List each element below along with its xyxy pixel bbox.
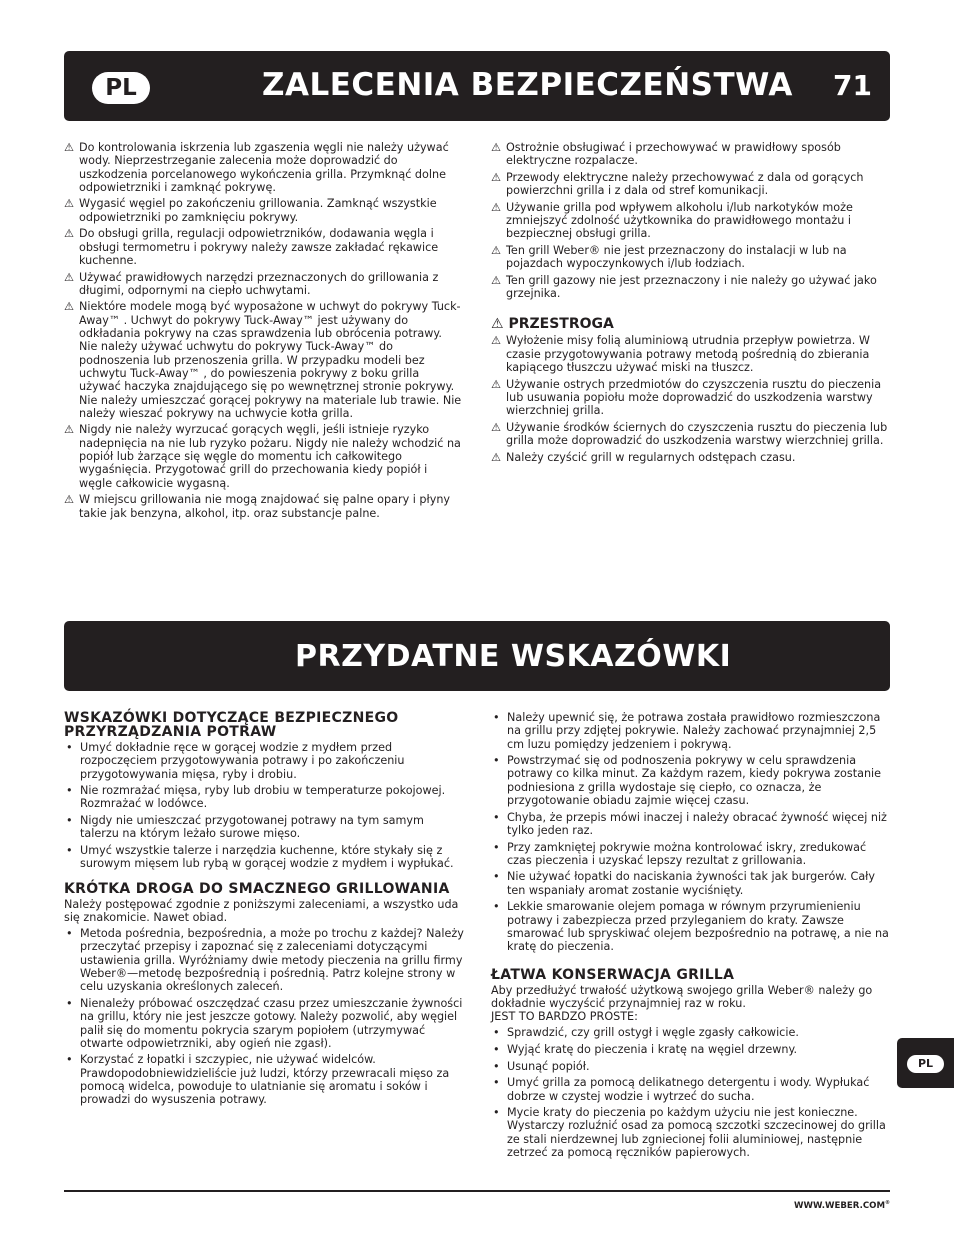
bullet-icon: • <box>66 927 73 941</box>
maintenance-note: JEST TO BARDZO PROSTE: <box>491 1010 638 1024</box>
warning-icon: ⚠ <box>491 273 502 287</box>
safety-column-right <box>491 141 891 467</box>
page-title: ZALECENIA BEZPIECZEŃSTWA <box>262 67 793 103</box>
list-item-text: Chyba, że przepis mówi inaczej i należy obracać żywność więcej niż tylko jeden raz. <box>507 810 887 837</box>
warning-icon: ⚠ <box>491 450 502 464</box>
header-banner <box>64 51 890 121</box>
list-item <box>64 741 464 781</box>
warning-icon: ⚠ <box>64 141 75 154</box>
list-item <box>64 814 464 841</box>
language-badge: PL <box>92 72 150 104</box>
maintenance-intro: Aby przedłużyć trwałość użytkową swojego grilla Weber® należy go dokładnie wyczyścić przynajmniej raz w roku. <box>491 983 873 1010</box>
warning-item <box>491 141 891 168</box>
list-item-text: Sprawdzić, czy grill ostygł i węgle zgasły całkowicie. <box>507 1026 799 1040</box>
warning-icon: ⚠ <box>491 334 502 348</box>
warning-icon: ⚠ <box>64 227 75 241</box>
list-item <box>491 1060 891 1073</box>
bullet-icon: • <box>66 741 73 754</box>
list-item <box>491 841 891 868</box>
list-item-text: Powstrzymać się od podnoszenia pokrywy w celu sprawdzenia potrawy co kilka minut. Za każdym razem, kiedy pokrywa zostanie podniesiona z grilla wydostaje się ciepło, co oznacza, że przygotowanie obiadu zajmie więcej czasu. <box>507 754 882 808</box>
list-item <box>64 844 464 871</box>
list-item-text: Umyć grilla za pomocą delikatnego detergentu i wody. Wypłukać dobrze w czystej wodzie i wytrzeć do sucha. <box>507 1076 870 1103</box>
warning-icon: ⚠ <box>491 420 502 434</box>
list-item <box>491 711 891 751</box>
caution-item <box>491 451 891 464</box>
list-item-text: Nie używać łopatki do naciskania żywności tak jak burgerów. Cały ten wspaniały aromat zostanie wyciśnięty. <box>507 870 875 897</box>
bullet-icon: • <box>493 870 500 884</box>
list-item-text: Metoda pośrednia, bezpośrednia, a może po trochu z każdej? Należy przeczytać przepisy i zapoznać się z zaleceniami dotyczącymi ustawienia grilla. Wyróżniamy dwie metody pieczenia na grillu firmy Weber®—metodę bezpośrednią i pośrednią. Patrz kolejne strony w celu uzyskania określonych zaleceń. <box>80 927 464 994</box>
list-item <box>64 997 464 1050</box>
bullet-icon: • <box>493 1059 500 1073</box>
caution-title: PRZESTROGA <box>508 316 614 333</box>
list-item-text: Lekkie smarowanie olejem pomaga w równym przyrumienieniu potrawy i zabezpiecza przed przyleganiem do kraty. Zawsze smarować lub spryskiwać olejem bezpośrednio na potrawę, a nie na kratę do pieczenia. <box>507 900 889 954</box>
warning-text: Wygasić węgiel po zakończeniu grillowania. Zamknąć wszystkie odpowietrzniki po zamknięciu pokrywy. <box>79 197 437 224</box>
bullet-icon: • <box>493 1106 500 1120</box>
list-item-text: Korzystać z łopatki i szczypiec, nie używać widelców. Prawdopodobniewidzieliście już ludzi, którzy przewracali mięso za pomocą widelca, powoduje to ulatnianie się aromatu i soków i prowadzi do wysuszenia potrawy. <box>80 1053 450 1107</box>
warning-icon: ⚠ <box>491 377 502 391</box>
warning-icon: ⚠ <box>64 423 75 437</box>
bullet-icon: • <box>66 784 73 798</box>
bullet-icon: • <box>493 711 500 724</box>
warning-item <box>491 171 891 198</box>
warning-icon: ⚠ <box>64 300 75 314</box>
safety-column-left <box>64 141 462 523</box>
warning-item <box>491 244 891 271</box>
warning-item <box>64 271 462 298</box>
bullet-icon: • <box>493 1043 500 1057</box>
warning-icon: ⚠ <box>491 316 504 333</box>
warning-icon: ⚠ <box>64 197 75 211</box>
list-item-text: Mycie kraty do pieczenia po każdym użyciu nie jest konieczne. Wystarczy rozluźnić osad za pomocą szczotki szczecinowej do grilla ze stali nierdzewnej lub zgniecionej folii aluminiowej, następnie zetrzeć za pomocą ręczników papierowych. <box>507 1106 886 1159</box>
bullet-icon: • <box>66 1053 73 1067</box>
bullet-icon: • <box>493 1026 500 1040</box>
list-item <box>491 1076 891 1103</box>
list-item-text: Nienależy próbować oszczędzać czasu przez umieszczanie żywności na grillu, który nie jest jeszcze gotowy. Należy pozwolić, aby węgiel palił się do momentu pokrycia szarym popiołem (utrzymywać otwarte odpowietrzniki, aby ogień nie zgasł). <box>80 996 463 1050</box>
warning-icon: ⚠ <box>64 270 75 284</box>
list-item-text: Nie rozmrażać mięsa, ryby lub drobiu w temperaturze pokojowej. Rozmrażać w lodówce. <box>80 784 446 811</box>
list-item <box>491 1026 891 1039</box>
warning-text: Przewody elektryczne należy przechowywać z dala od gorących powierzchni grilla i z dala od stref komunikacji. <box>506 170 864 198</box>
warning-icon: ⚠ <box>64 493 75 507</box>
list-item <box>491 870 891 897</box>
warning-item <box>64 493 462 520</box>
bullet-icon: • <box>493 1076 500 1090</box>
caution-item <box>491 334 891 374</box>
caution-text: Należy czyścić grill w regularnych odstępach czasu. <box>506 450 796 464</box>
list-item-text: Nigdy nie umieszczać przygotowanej potrawy na tym samym talerzu na którym leżało surowe mięso. <box>80 814 424 841</box>
list-item <box>64 1053 464 1106</box>
footer-divider <box>64 1190 890 1192</box>
shortcut-intro: Należy postępować zgodnie z poniższymi zaleceniami, a wszystko uda się znakomicie. Nawet obiad. <box>64 897 459 924</box>
bullet-icon: • <box>66 814 73 828</box>
warning-item <box>491 201 891 241</box>
tips-banner <box>64 621 890 691</box>
warning-text: Niektóre modele mogą być wyposażone w uchwyt do pokrywy Tuck-Away™ . Uchwyt do pokrywy Tuck-Away™ jest używany do odkładania pokrywy na czas sprawdzenia lub obrócenia potrawy. Nie należy używać uchwytu do pokrywy Tuck-Away™ do podnoszenia lub przenoszenia grilla. W przypadku modeli bez uchwytu Tuck-Away™ , do powieszenia pokrywy z boku grilla używać haczyka znajdującego się po wewnętrznej stronie pokrywy. Nie należy umieszczać gorącej pokrywy na materiale lub trawie. Nie należy wieszać pokrywy na uchwycie kotła grilla. <box>79 300 462 420</box>
list-item <box>491 811 891 838</box>
footer-url <box>794 1201 890 1211</box>
list-item <box>491 1043 891 1056</box>
warning-item <box>64 141 462 194</box>
bullet-icon: • <box>493 754 500 768</box>
warning-item <box>64 197 462 224</box>
section-heading-maintenance: ŁATWA KONSERWACJA GRILLA <box>491 966 735 983</box>
warning-text: W miejscu grillowania nie mogą znajdować się palne opary i płyny takie jak benzyna, alkohol, itp. oraz substancje palne. <box>79 493 451 520</box>
warning-item <box>491 274 891 301</box>
caution-text: Używanie ostrych przedmiotów do czyszczenia rusztu do pieczenia lub usuwania popiołu może doprowadzić do uszkodzenia warstwy wierzchniej grilla. <box>506 377 882 418</box>
tips-column-right <box>491 711 891 1163</box>
caution-text: Używanie środków ściernych do czyszczenia rusztu do pieczenia lub grilla może doprowadzić do uszkodzenia warstwy wierzchniej grilla. <box>506 420 888 448</box>
warning-icon: ⚠ <box>491 243 502 257</box>
warning-text: Używać prawidłowych narzędzi przeznaczonych do grillowania z długimi, odpornymi na ciepło uchwytami. <box>79 270 439 297</box>
bullet-icon: • <box>66 996 73 1010</box>
list-item <box>491 754 891 807</box>
bullet-icon: • <box>66 843 73 857</box>
list-item-text: Wyjąć kratę do pieczenia i kratę na węgiel drzewny. <box>507 1043 798 1057</box>
list-item <box>491 1106 891 1159</box>
side-language-tab <box>897 1038 954 1088</box>
warning-text: Używanie grilla pod wpływem alkoholu i/lub narkotyków może zmniejszyć zdolność użytkownika do prawidłowego montażu i bezpiecznej obsługi grilla. <box>506 200 853 241</box>
warning-text: Nigdy nie należy wyrzucać gorących węgli, jeśli istnieje ryzyko nadepnięcia na nie lub ryzyko pożaru. Nigdy nie należy wchodzić na popiół lub żarzące się węgle do momentu ich całkowitego wygaśnięcia. Przygotować grill do przechowania kiedy popiół i węgle całkowicie wygasną. <box>79 423 461 490</box>
registered-mark: ® <box>885 1200 890 1207</box>
warning-icon: ⚠ <box>491 141 502 154</box>
list-item-text: Umyć wszystkie talerze i narzędzia kuchenne, które stykały się z surowym mięsem lub rybą w gorącej wodzie z mydłem i wypłukać. <box>80 843 454 871</box>
caution-item <box>491 421 891 448</box>
tips-title: PRZYDATNE WSKAZÓWKI <box>295 639 732 674</box>
warning-icon: ⚠ <box>491 170 502 184</box>
caution-item <box>491 378 891 418</box>
warning-item <box>64 300 462 420</box>
list-item <box>64 784 464 811</box>
warning-text: Ten grill gazowy nie jest przeznaczony i nie należy go używać jako grzejnika. <box>506 273 877 301</box>
bullet-icon: • <box>493 840 500 854</box>
warning-item <box>64 227 462 267</box>
warning-item <box>64 423 462 489</box>
warning-text: Do kontrolowania iskrzenia lub zgaszenia węgli nie należy używać wody. Nieprzestrzeganie zalecenia może doprowadzić do uszkodzenia porcelanowego wykończenia grilla. Przymknąć dolne odpowietrzniki i zamknąć pokrywę. <box>79 141 449 194</box>
caution-text: Wyłożenie misy folią aluminiową utrudnia przepływ powietrza. W czasie przygotowywania potrawy metodą pośrednią do zbierania kapiącego tłuszczu używać miski na tłuszcz. <box>506 334 870 375</box>
side-language-badge: PL <box>907 1055 944 1073</box>
warning-text: Ten grill Weber® nie jest przeznaczony do instalacji w lub na pojazdach wypoczynkowych i/lub łodziach. <box>506 243 847 271</box>
list-item <box>491 900 891 953</box>
section-heading-shortcut: KRÓTKA DROGA DO SMACZNEGO GRILLOWANIA <box>64 880 450 897</box>
tips-column-left <box>64 711 464 1110</box>
list-item-text: Należy upewnić się, że potrawa została prawidłowo rozmieszczona na grillu przy zdjętej pokrywie. Należy zachować przynajmniej 2,5 cm luzu pomiędzy jedzeniem i pokrywą. <box>507 711 881 751</box>
caution-heading <box>491 317 891 331</box>
list-item-text: Przy zamkniętej pokrywie można kontrolować iskry, zredukować czas pieczenia i uzyskać lepszy rezultat z grillowania. <box>507 840 867 867</box>
warning-text: Do obsługi grilla, regulacji odpowietrzników, dodawania węgla i obsługi termometru i pokrywy należy zawsze zakładać rękawice kuchenne. <box>79 227 439 267</box>
warning-icon: ⚠ <box>491 200 502 214</box>
warning-text: Ostrożnie obsługiwać i przechowywać w prawidłowy sposób elektryczne rozpalacze. <box>506 141 841 168</box>
bullet-icon: • <box>493 900 500 914</box>
list-item <box>64 927 464 993</box>
section-heading-food-safety: WSKAZÓWKI DOTYCZĄCE BEZPIECZNEGO PRZYRZĄDZANIA POTRAW <box>64 710 399 740</box>
page-number: 71 <box>833 69 872 102</box>
list-item-text: Usunąć popiół. <box>507 1059 590 1073</box>
bullet-icon: • <box>493 810 500 824</box>
footer-url-text: WWW.WEBER.COM <box>794 1201 885 1211</box>
list-item-text: Umyć dokładnie ręce w gorącej wodzie z mydłem przed rozpoczęciem przygotowywania potrawy i po zakończeniu przygotowywania mięsa, ryby i drobiu. <box>80 741 405 781</box>
